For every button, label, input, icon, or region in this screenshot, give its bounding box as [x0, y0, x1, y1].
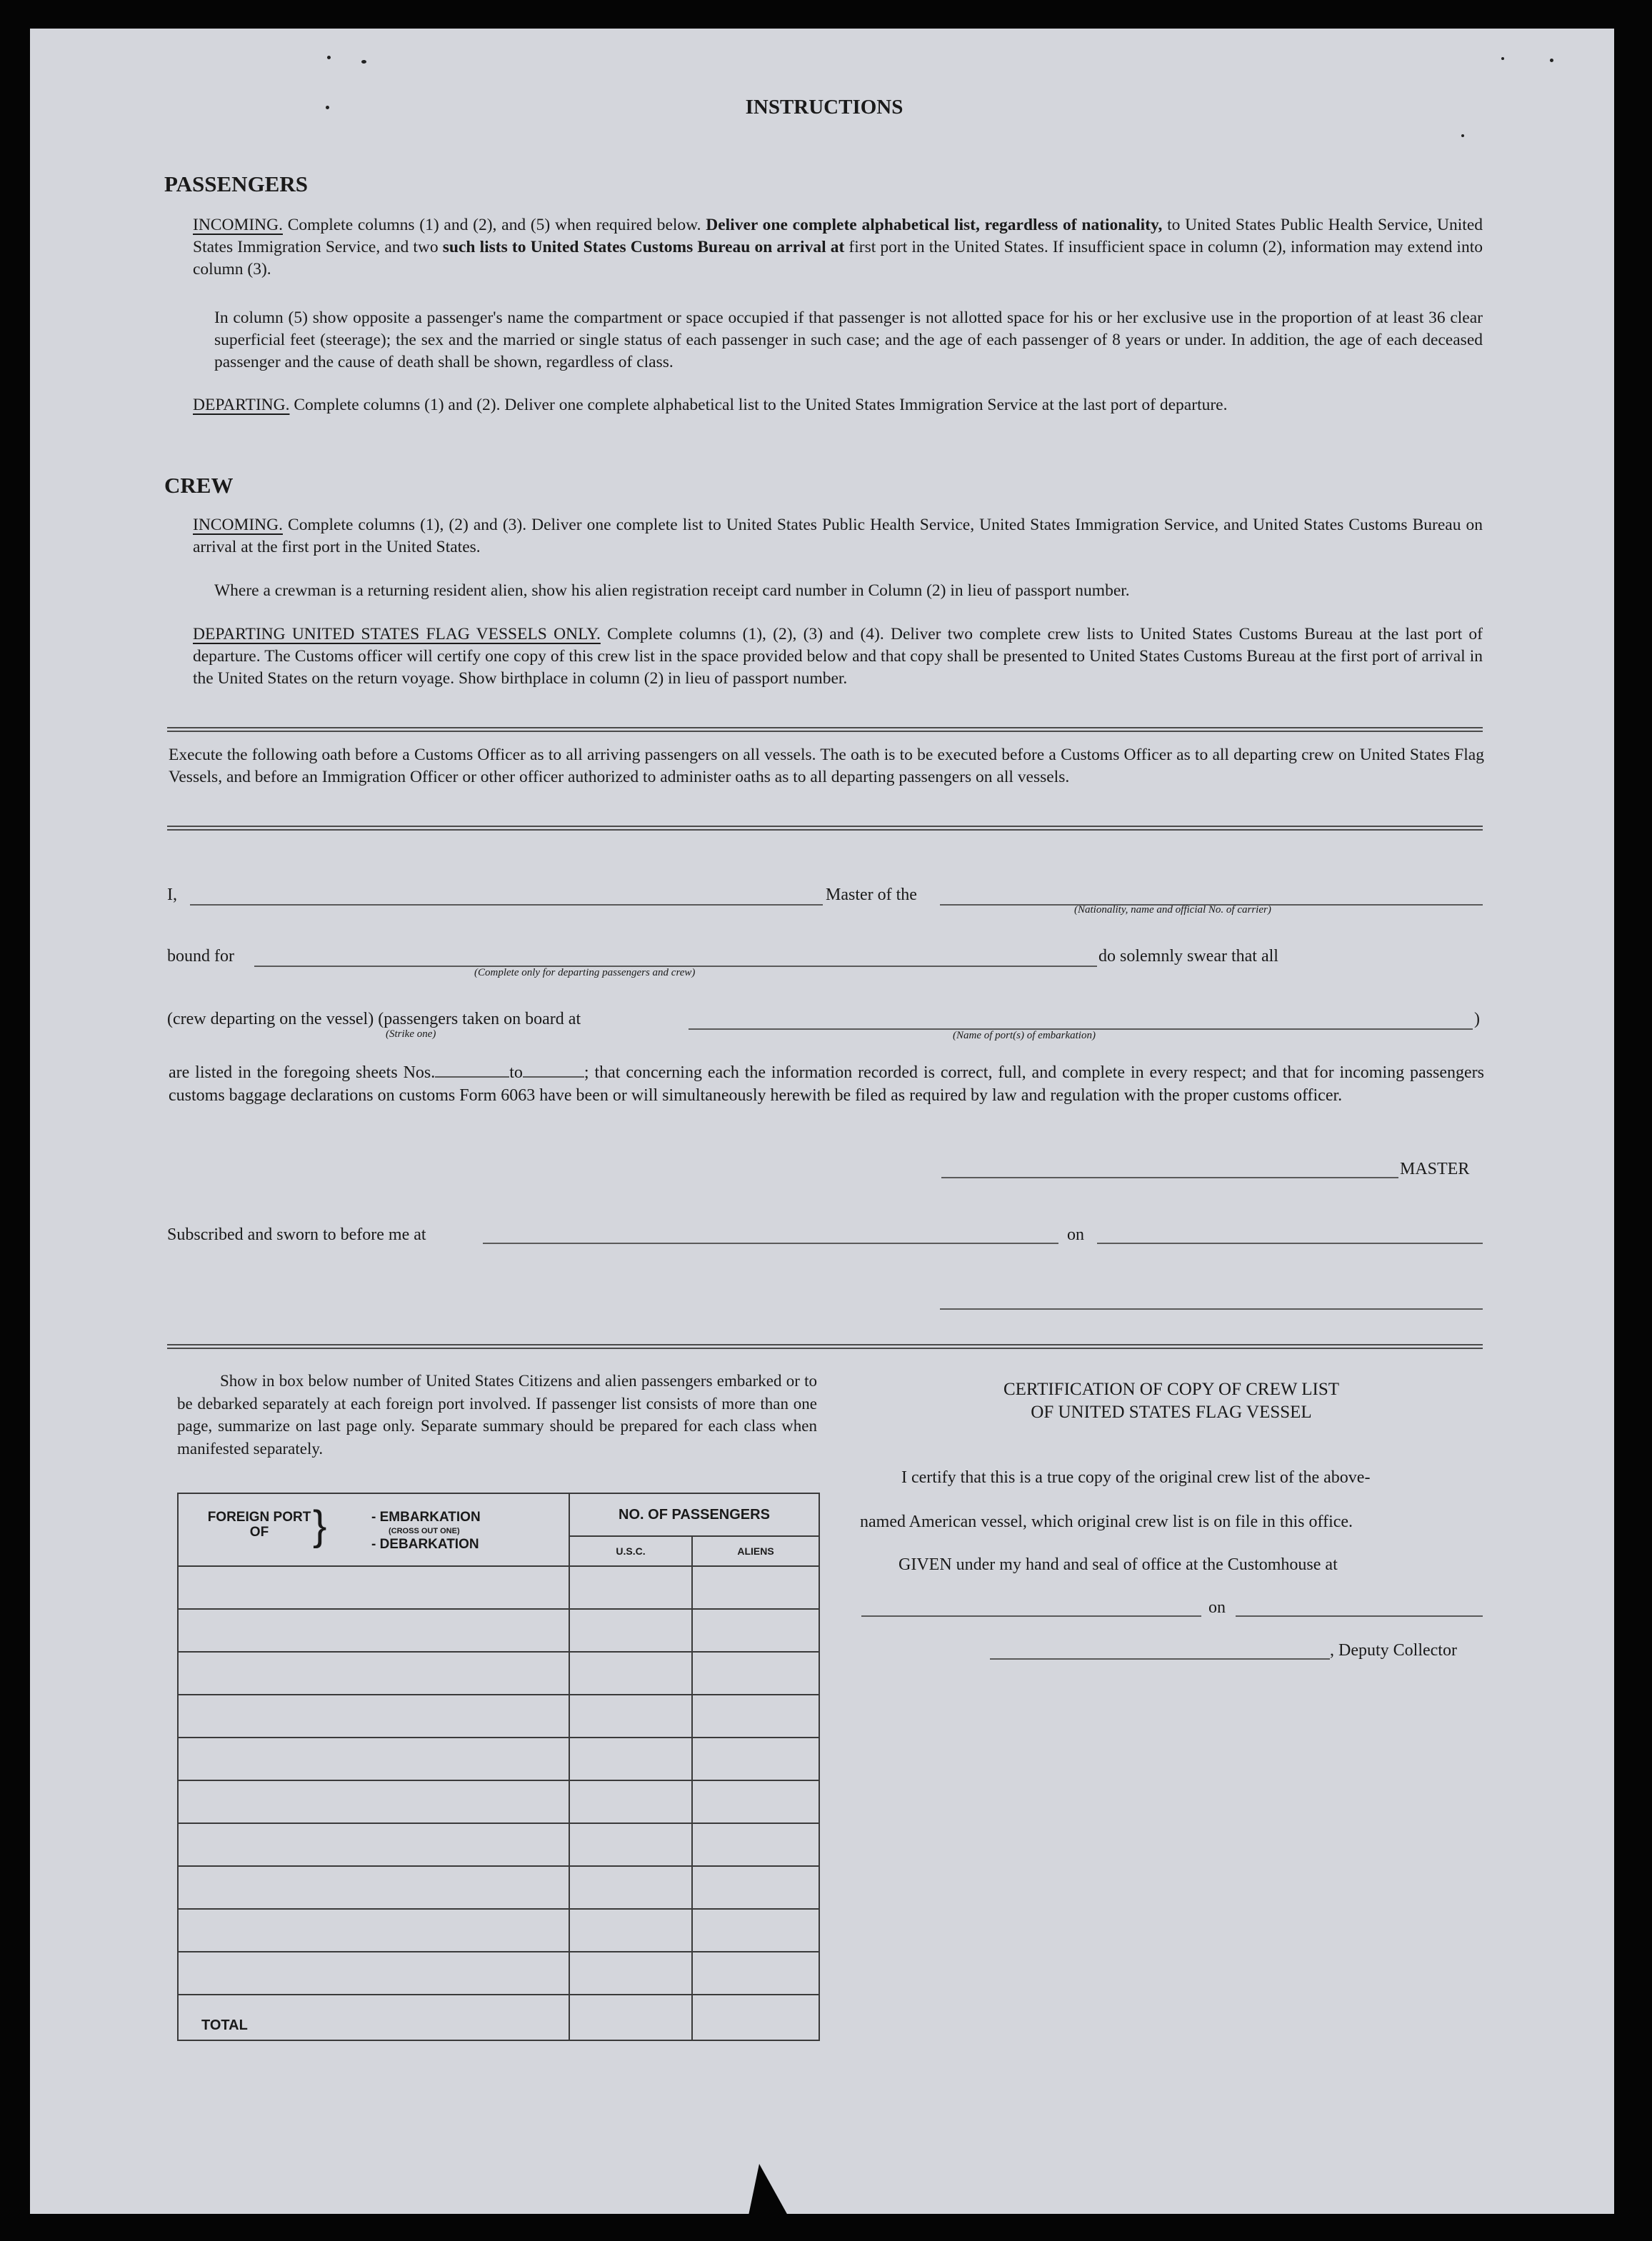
port-cell[interactable] — [178, 1695, 569, 1738]
table-row — [178, 1609, 819, 1652]
certification-on-label: on — [1208, 1598, 1226, 1617]
speck — [1501, 57, 1504, 60]
aliens-cell[interactable] — [692, 1566, 819, 1609]
sworn-on-label: on — [1067, 1225, 1084, 1244]
complete-only-caption: (Complete only for departing passengers and crew) — [474, 967, 696, 978]
port-cell[interactable] — [178, 1823, 569, 1866]
master-name-field[interactable] — [190, 904, 823, 906]
port-cell[interactable] — [178, 1652, 569, 1695]
aliens-cell[interactable] — [692, 1652, 819, 1695]
aliens-cell[interactable] — [692, 1695, 819, 1738]
passengers-incoming-label: INCOMING. — [193, 216, 283, 234]
subscribed-label: Subscribed and sworn to before me at — [167, 1225, 426, 1244]
crew-heading: CREW — [164, 473, 234, 498]
passenger-summary-table — [177, 1493, 820, 2041]
oath-i-label: I, — [167, 886, 177, 904]
crew-incoming-text: Complete columns (1), (2) and (3). Deliver one complete list to United States Public Health Service, United States Immigration Service, and United States Customs Bureau on arrival at the first port in the United States. — [193, 516, 1483, 556]
oath-instruction-paragraph: Execute the following oath before a Customs Officer as to all arriving passengers on all vessels. The oath is to be executed before a Customs Officer as to all departing crew on United States Flag Vessels, and before an Immigration Officer or other officer authorized to administer oaths as to all departing passengers on all vessels. — [169, 746, 1484, 786]
table-row — [178, 1780, 819, 1823]
debarkation-label: - DEBARKATION — [371, 1537, 479, 1552]
certification-date-field[interactable] — [1236, 1615, 1483, 1617]
aliens-cell[interactable] — [692, 1738, 819, 1780]
deputy-collector-label: , Deputy Collector — [1330, 1641, 1457, 1660]
passengers-heading: PASSENGERS — [164, 171, 308, 196]
bound-for-label: bound for — [167, 947, 234, 966]
master-signature-field[interactable] — [941, 1177, 1398, 1178]
sworn-place-field[interactable] — [483, 1243, 1058, 1244]
master-of-the-label: Master of the — [826, 886, 917, 904]
foreign-port-label: FOREIGN PORT OF — [207, 1510, 311, 1540]
crew-departing-text: (crew departing on the vessel) (passengers taken on board at — [167, 1010, 581, 1028]
double-rule — [167, 1344, 1483, 1349]
usc-cell[interactable] — [569, 1866, 692, 1909]
table-row — [178, 1652, 819, 1695]
sheet-to-field[interactable] — [523, 1062, 584, 1078]
aliens-header: ALIENS — [692, 1536, 819, 1566]
passengers-incoming-text-3: first port in the United States. If insufficient space in column (2), information may extend into column (3). — [193, 238, 1483, 279]
passengers-incoming-text-1: Complete columns (1) and (2), and (5) when required below. — [287, 216, 701, 234]
double-rule — [167, 727, 1483, 732]
nationality-caption: (Nationality, name and official No. of carrier) — [1074, 904, 1271, 916]
usc-cell[interactable] — [569, 1738, 692, 1780]
passengers-incoming-bold-2: such lists to United States Customs Bureau on arrival at — [442, 238, 845, 256]
no-passengers-header: NO. OF PASSENGERS — [569, 1493, 819, 1536]
aliens-cell[interactable] — [692, 1823, 819, 1866]
crew-incoming-label: INCOMING. — [193, 516, 283, 534]
summary-instruction: Show in box below number of United States Citizens and alien passengers embarked or to be debarked separately at each foreign port involved. If passenger list consists of more than one page, summarize on last page only. Separate summary should be prepared for each class when manifested separately. — [177, 1372, 817, 1458]
name-of-ports-caption: (Name of port(s) of embarkation) — [953, 1030, 1096, 1041]
crew-incoming-paragraph — [193, 514, 1483, 558]
passengers-incoming-text-2: to United States Public Health Service, United States Immigration Service, and two — [193, 216, 1483, 256]
aliens-cell[interactable] — [692, 1609, 819, 1652]
double-rule — [167, 826, 1483, 831]
speck — [327, 56, 331, 59]
usc-cell[interactable] — [569, 1609, 692, 1652]
port-cell[interactable] — [178, 1866, 569, 1909]
deputy-signature-field[interactable] — [990, 1658, 1330, 1660]
master-label: MASTER — [1400, 1160, 1470, 1178]
port-cell[interactable] — [178, 1909, 569, 1952]
certification-line-2: named American vessel, which original crew list is on file in this office. — [860, 1513, 1353, 1531]
listed-pre-text: are listed in the foregoing sheets Nos. — [169, 1063, 436, 1082]
table-row — [178, 1738, 819, 1780]
listed-post-text: ; that concerning each the information recorded is correct, full, and complete in every respect; and that for incoming passengers customs baggage declarations on customs Form 6063 have been or will simultaneously herewith be filed as required by law and regulation with the proper customs officer. — [169, 1063, 1484, 1105]
port-cell[interactable] — [178, 1609, 569, 1652]
usc-cell[interactable] — [569, 1695, 692, 1738]
speck — [361, 60, 366, 64]
certification-line-3: GIVEN under my hand and seal of office at the Customhouse at — [898, 1555, 1338, 1574]
crew-departing-paragraph — [193, 623, 1483, 690]
passengers-incoming-paragraph — [193, 214, 1483, 281]
table-row — [178, 1909, 819, 1952]
table-row — [178, 1823, 819, 1866]
strike-one-caption: (Strike one) — [386, 1028, 436, 1040]
usc-total-cell[interactable] — [569, 1995, 692, 2040]
usc-header: U.S.C. — [569, 1536, 692, 1566]
passengers-departing-label: DEPARTING. — [193, 396, 290, 414]
usc-cell[interactable] — [569, 1652, 692, 1695]
total-row — [178, 1995, 819, 2040]
certification-heading — [857, 1378, 1486, 1424]
officer-signature-field[interactable] — [940, 1308, 1483, 1310]
listed-to-text: to — [509, 1063, 523, 1082]
crew-departing-text: Complete columns (1), (2), (3) and (4). Deliver two complete crew lists to United States Customs Bureau at the last port of departure. The Customs officer will certify one copy of this crew list in the space provided below and that copy shall be presented to United States Customs Bureau at the first port of arrival in the United States on the return voyage. Show birthplace in column (2) in lieu of passport number. — [193, 625, 1483, 688]
crew-departing-label: DEPARTING UNITED STATES FLAG VESSELS ONLY. — [193, 625, 601, 643]
port-cell[interactable] — [178, 1738, 569, 1780]
speck — [326, 106, 329, 109]
port-cell[interactable] — [178, 1566, 569, 1609]
page-title: INSTRUCTIONS — [745, 96, 903, 119]
customhouse-field[interactable] — [861, 1615, 1201, 1617]
certification-heading-2: OF UNITED STATES FLAG VESSEL — [1031, 1403, 1312, 1422]
crew-resident-paragraph: Where a crewman is a returning resident alien, show his alien registration receipt card number in Column (2) in lieu of passport number. — [214, 581, 1130, 600]
aliens-cell[interactable] — [692, 1909, 819, 1952]
usc-cell[interactable] — [569, 1823, 692, 1866]
brace-icon: } — [313, 1503, 327, 1549]
torn-corner — [749, 2164, 788, 2215]
port-header-cell — [178, 1493, 569, 1566]
passengers-departing-paragraph — [193, 394, 1483, 416]
usc-cell[interactable] — [569, 1909, 692, 1952]
swear-text: do solemnly swear that all — [1098, 947, 1278, 966]
certification-heading-1: CERTIFICATION OF COPY OF CREW LIST — [1003, 1380, 1340, 1399]
close-paren: ) — [1474, 1010, 1480, 1028]
passengers-incoming-bold: Deliver one complete alphabetical list, regardless of nationality, — [706, 216, 1163, 234]
sheet-from-field[interactable] — [435, 1062, 509, 1078]
speck — [1461, 134, 1464, 137]
sworn-date-field[interactable] — [1097, 1243, 1483, 1244]
table-row — [178, 1566, 819, 1609]
embarkation-label: - EMBARKATION — [371, 1510, 481, 1525]
aliens-cell[interactable] — [692, 1780, 819, 1823]
total-label: TOTAL — [178, 1995, 569, 2040]
table-row — [178, 1866, 819, 1909]
passengers-column5-paragraph: In column (5) show opposite a passenger's name the compartment or space occupied if that passenger is not allotted space for his or her exclusive use in the proportion of at least 36 clear superficial feet (steerage); the sex and the married or single status of each passenger in such case; and the age of each passenger of 8 years or under. In addition, the age of each deceased passenger and the cause of death shall be shown, regardless of class. — [214, 309, 1483, 371]
table-row — [178, 1952, 819, 1995]
aliens-total-cell[interactable] — [692, 1995, 819, 2040]
usc-cell[interactable] — [569, 1780, 692, 1823]
passengers-departing-text: Complete columns (1) and (2). Deliver one complete alphabetical list to the United States Immigration Service at the last port of departure. — [294, 396, 1228, 414]
speck — [1550, 59, 1553, 62]
listed-paragraph — [169, 1061, 1484, 1107]
port-cell[interactable] — [178, 1780, 569, 1823]
usc-cell[interactable] — [569, 1566, 692, 1609]
table-row — [178, 1695, 819, 1738]
cross-out-label: (CROSS OUT ONE) — [389, 1527, 460, 1535]
usc-cell[interactable] — [569, 1952, 692, 1995]
aliens-cell[interactable] — [692, 1866, 819, 1909]
certification-line-1: I certify that this is a true copy of the original crew list of the above- — [901, 1468, 1371, 1487]
aliens-cell[interactable] — [692, 1952, 819, 1995]
port-cell[interactable] — [178, 1952, 569, 1995]
